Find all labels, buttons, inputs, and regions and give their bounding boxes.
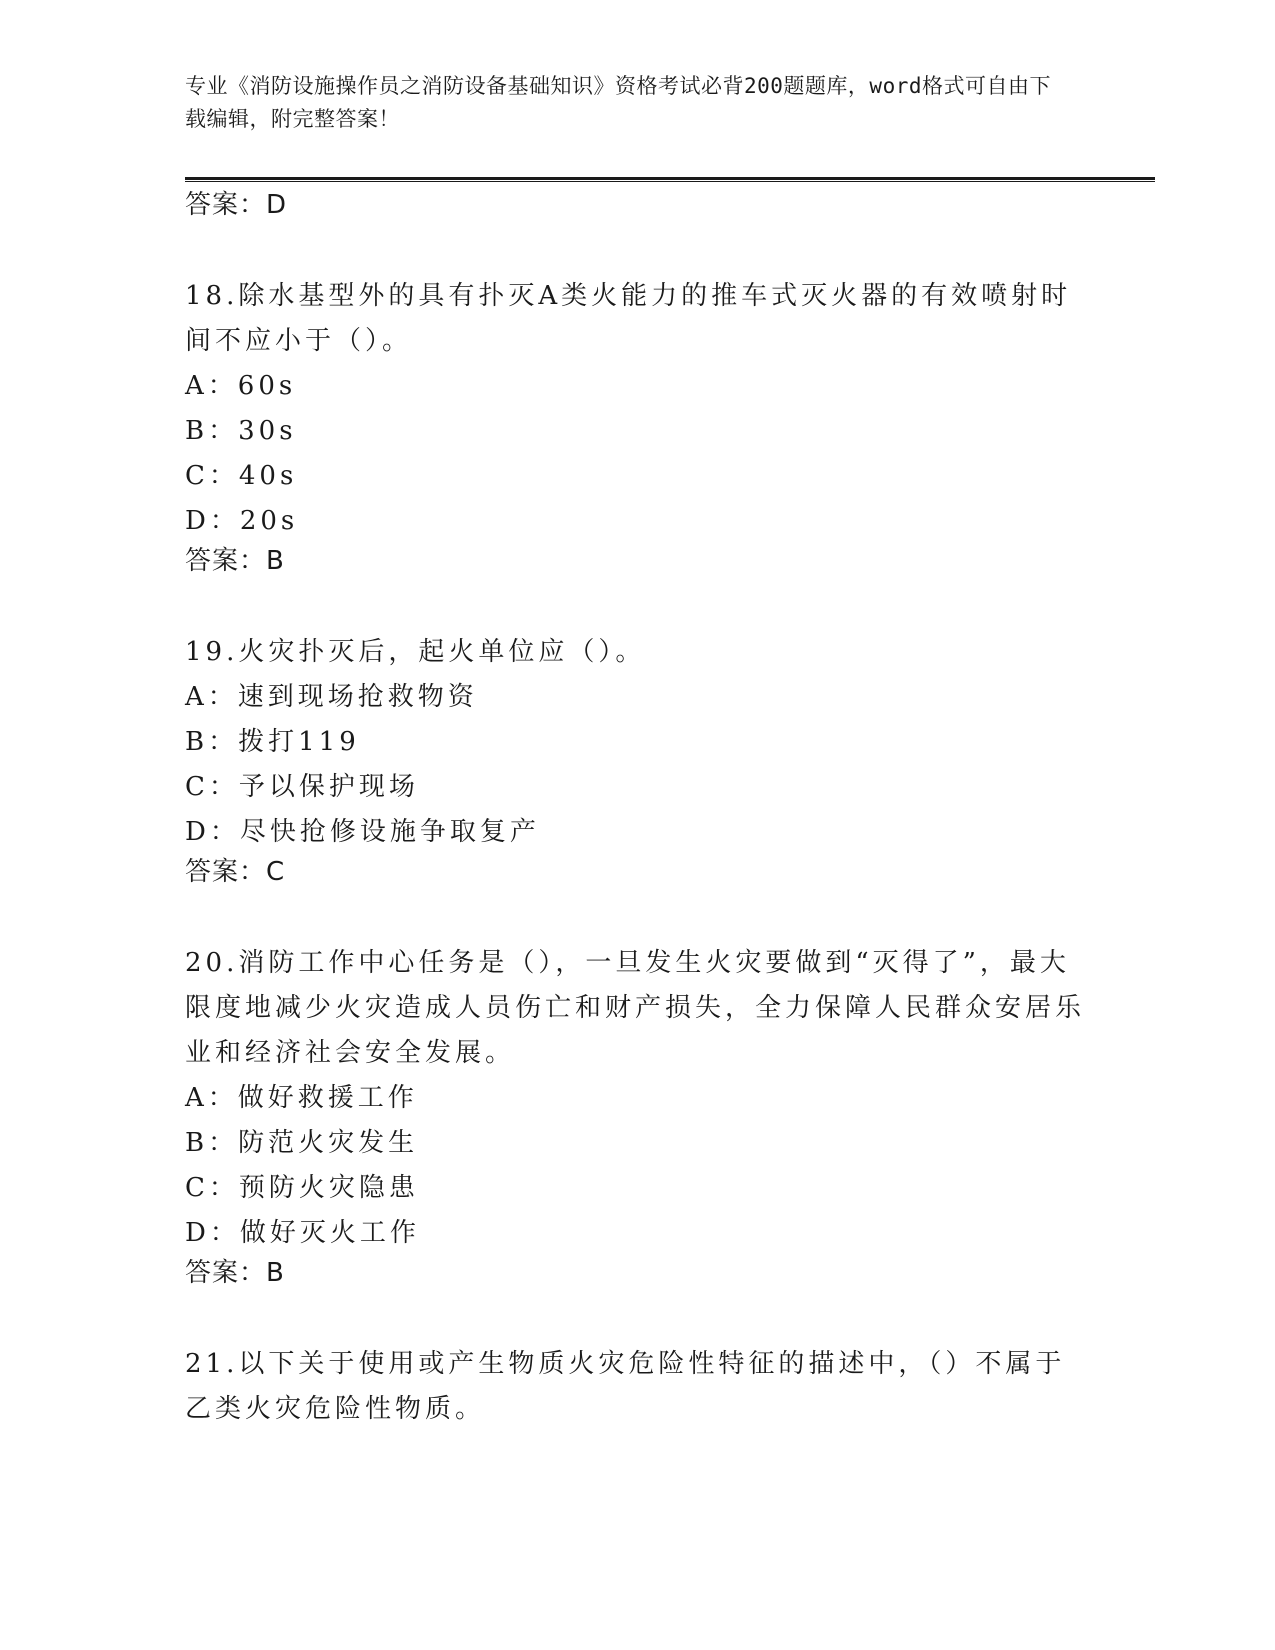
option-c: C：预防火灾隐患	[185, 1173, 419, 1203]
spacer	[185, 889, 1155, 941]
spacer	[185, 222, 1155, 274]
question-stem: 19.火灾扑灭后，起火单位应（）。	[185, 637, 646, 667]
header-divider	[185, 177, 1155, 182]
answer-line	[185, 855, 1155, 889]
option-a: A：做好救援工作	[185, 1083, 418, 1113]
option-d: D：做好灭火工作	[185, 1218, 420, 1248]
question-21	[185, 1342, 1155, 1432]
option-c: C：予以保护现场	[185, 772, 419, 802]
question-list	[185, 188, 1155, 1432]
answer-line-17	[185, 188, 1155, 222]
document-header: 专业《消防设施操作员之消防设备基础知识》资格考试必背200题题库，word格式可自由下载编辑，附完整答案！	[185, 74, 1051, 131]
question-stem: 20.消防工作中心任务是（），一旦发生火灾要做到“灭得了”，最大限度地减少火灾造成人员伤亡和财产损失，全力保障人民群众安居乐业和经济社会安全发展。	[185, 948, 1086, 1068]
answer-line	[185, 1256, 1155, 1290]
question-stem: 18.除水基型外的具有扑灭A类火能力的推车式灭火器的有效喷射时间不应小于（）。	[185, 281, 1072, 356]
option-a: A：60s	[185, 371, 297, 401]
document-page	[185, 70, 1155, 1424]
option-b: B：30s	[185, 416, 297, 446]
answer-value: C	[266, 857, 286, 887]
answer-value: D	[266, 190, 288, 220]
answer-value: B	[266, 546, 285, 576]
question-stem: 21.以下关于使用或产生物质火灾危险性特征的描述中，（）不属于乙类火灾危险性物质。	[185, 1349, 1066, 1424]
option-d: D：20s	[185, 506, 299, 536]
answer-prefix: 答案：	[185, 546, 267, 576]
spacer	[185, 1290, 1155, 1342]
option-d: D：尽快抢修设施争取复产	[185, 817, 540, 847]
question-19	[185, 630, 1155, 889]
spacer	[185, 578, 1155, 630]
answer-prefix: 答案：	[185, 1258, 267, 1288]
option-c: C：40s	[185, 461, 298, 491]
answer-value: B	[266, 1258, 285, 1288]
question-18	[185, 274, 1155, 578]
answer-prefix: 答案：	[185, 190, 267, 220]
answer-prefix: 答案：	[185, 857, 267, 887]
question-20	[185, 941, 1155, 1290]
answer-line	[185, 544, 1155, 578]
option-a: A：速到现场抢救物资	[185, 682, 478, 712]
option-b: B：拨打119	[185, 727, 360, 757]
option-b: B：防范火灾发生	[185, 1128, 419, 1158]
